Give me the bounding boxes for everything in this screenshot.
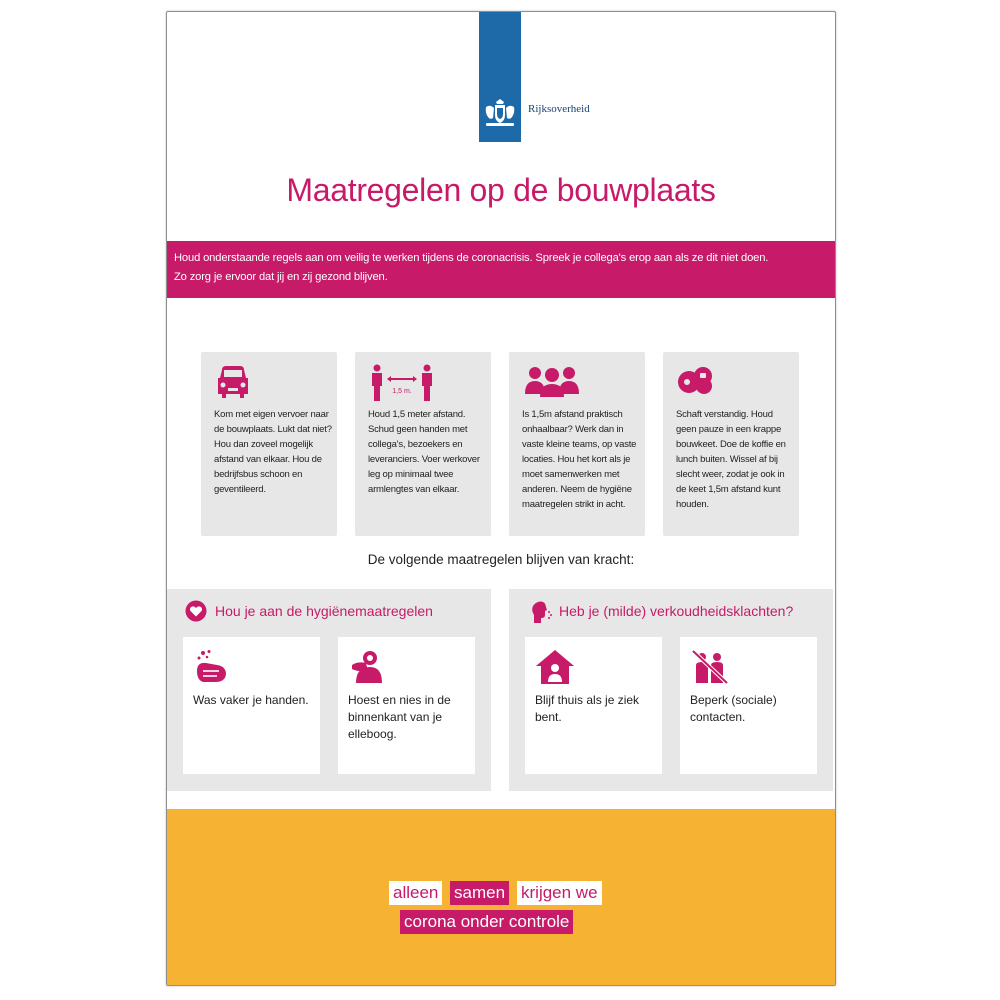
slogan-word-krijgen-we: krijgen we bbox=[517, 881, 602, 905]
group-icon bbox=[523, 364, 583, 398]
slogan-word-alleen: alleen bbox=[389, 881, 442, 905]
box-text: Was vaker je handen. bbox=[193, 693, 309, 707]
sub-heading: De volgende maatregelen blijven van kracht: bbox=[367, 552, 635, 567]
measure-card-transport bbox=[201, 352, 337, 536]
measure-card-teams bbox=[509, 352, 645, 536]
no-contact-icon bbox=[690, 649, 730, 685]
sneeze-elbow-icon bbox=[348, 649, 388, 685]
intro-text bbox=[174, 249, 834, 287]
panel-heading: Hou je aan de hygiënemaatregelen bbox=[215, 603, 433, 619]
card-text: Is 1,5m afstand praktisch onhaalbaar? Werk dan in vaste kleine teams, op vaste locaties. Hou het kort als je moet samenwerken met anderen. Neem de hygiëne maatregelen strikt in acht. bbox=[522, 409, 637, 510]
card-text: Kom met eigen vervoer naar de bouwplaats. Lukt dat niet? Hou dan zoveel mogelijk afstand van elkaar. Hou de bedrijfsbus schoon en geventileerd. bbox=[214, 409, 332, 495]
slogan-line-2: corona onder controle bbox=[400, 910, 573, 934]
panel-hygiene bbox=[167, 589, 491, 791]
panel-symptoms bbox=[509, 589, 833, 791]
home-icon bbox=[535, 649, 575, 685]
card-text: Houd 1,5 meter afstand. Schud geen handen met collega's, bezoekers en leveranciers. Voer werkover leg op minimaal twee armlengtes van elkaar. bbox=[368, 409, 480, 495]
coat-of-arms-icon bbox=[482, 98, 518, 128]
car-icon bbox=[215, 364, 255, 400]
panel-heading: Heb je (milde) verkoudheidsklachten? bbox=[559, 603, 794, 619]
box-text: Hoest en nies in de binnenkant van je elleboog. bbox=[348, 693, 451, 741]
card-text: Schaft verstandig. Houd geen pauze in een krappe bouwkeet. Doe de koffie en lunch buiten. Wissel af bij slecht weer, zodat je ook in de keet 1,5m afstand kunt houden. bbox=[676, 409, 786, 510]
hygiene-item-wash-hands bbox=[183, 637, 320, 774]
distance-label: 1,5 m. bbox=[392, 388, 412, 395]
intro-banner bbox=[167, 241, 835, 298]
box-text: Blijf thuis als je ziek bent. bbox=[535, 693, 640, 724]
poster bbox=[166, 11, 836, 986]
intro-line-1: Houd onderstaande regels aan om veilig te werken tijdens de coronacrisis. Spreek je collega's erop aan als ze dit niet doen. bbox=[174, 252, 769, 264]
hygiene-item-cough-elbow bbox=[338, 637, 475, 774]
measure-card-breaks bbox=[663, 352, 799, 536]
slogan-word-samen: samen bbox=[450, 881, 509, 905]
page-title: Maatregelen op de bouwplaats bbox=[286, 172, 716, 208]
coffee-icon bbox=[677, 364, 717, 398]
rijksoverheid-logo-bar bbox=[479, 12, 521, 142]
box-text: Beperk (sociale) contacten. bbox=[690, 693, 777, 724]
slogan-footer bbox=[167, 809, 835, 985]
distance-icon bbox=[369, 364, 439, 402]
heart-icon bbox=[185, 600, 207, 622]
symptoms-item-stay-home bbox=[525, 637, 662, 774]
symptoms-item-limit-contacts bbox=[680, 637, 817, 774]
measure-card-distance bbox=[355, 352, 491, 536]
hand-wash-icon bbox=[193, 649, 233, 685]
intro-line-2: Zo zorg je ervoor dat jij en zij gezond blijven. bbox=[174, 271, 388, 283]
cough-icon bbox=[531, 600, 553, 624]
logo-text: Rijksoverheid bbox=[528, 103, 590, 115]
